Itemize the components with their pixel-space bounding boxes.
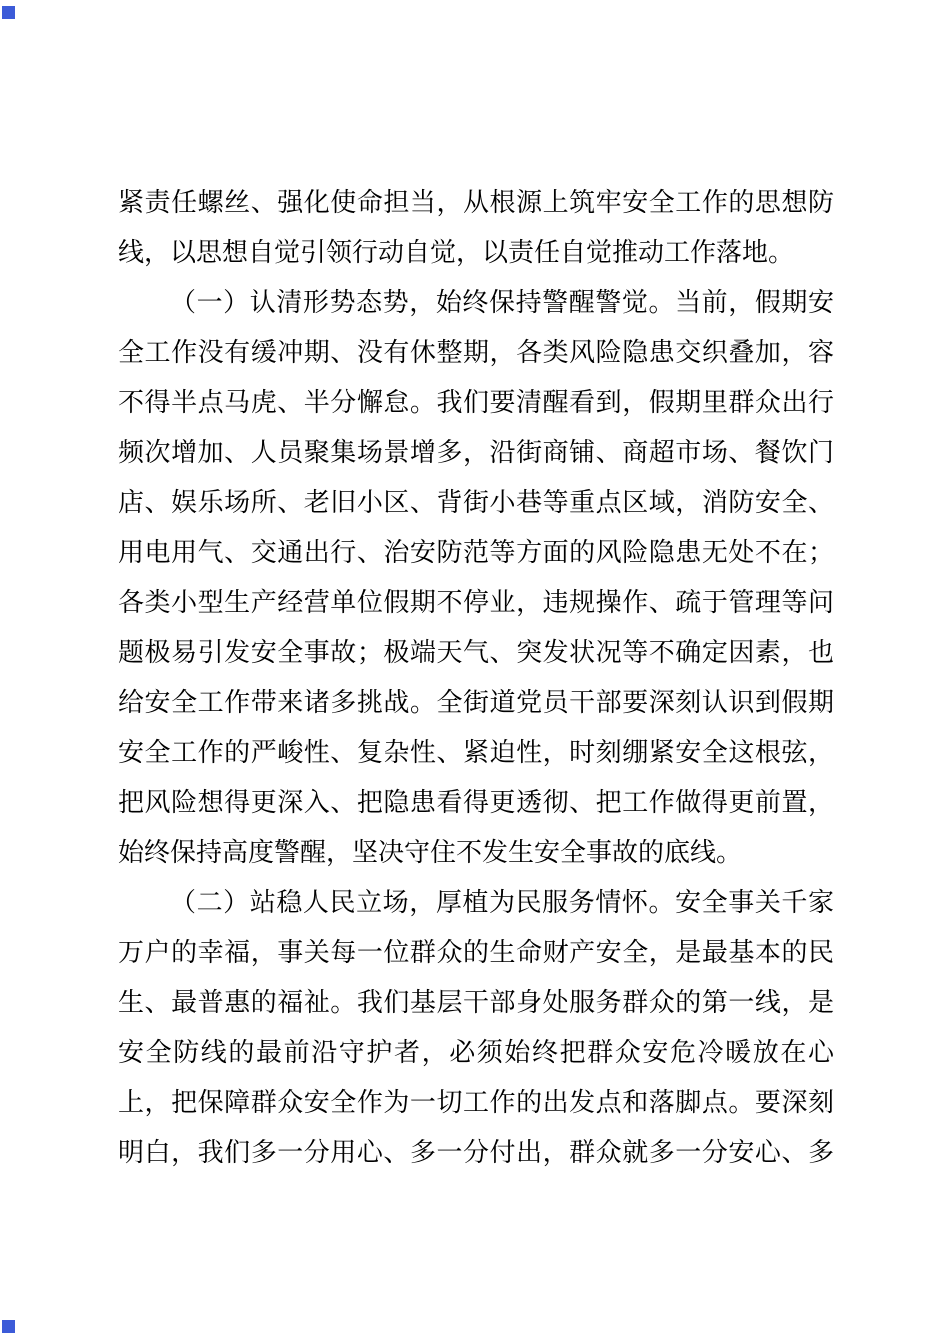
text-line: 万户的幸福，事关每一位群众的生命财产安全，是最基本的民 xyxy=(118,937,834,967)
text-line: 上，把保障群众安全作为一切工作的出发点和落脚点。要深刻 xyxy=(118,1087,834,1117)
text-line: 安全工作的严峻性、复杂性、紧迫性，时刻绷紧安全这根弦， xyxy=(118,737,834,767)
text-line: 线，以思想自觉引领行动自觉，以责任自觉推动工作落地。 xyxy=(118,237,795,267)
text-line: 安全防线的最前沿守护者，必须始终把群众安危冷暖放在心 xyxy=(118,1037,834,1067)
text-line: 始终保持高度警醒，坚决守住不发生安全事故的底线。 xyxy=(118,837,743,867)
text-line: 题极易引发安全事故；极端天气、突发状况等不确定因素，也 xyxy=(118,637,834,667)
text-line: 用电用气、交通出行、治安防范等方面的风险隐患无处不在； xyxy=(118,537,834,567)
text-line: 把风险想得更深入、把隐患看得更透彻、把工作做得更前置， xyxy=(118,787,834,817)
text-line: 明白，我们多一分用心、多一分付出，群众就多一分安心、多 xyxy=(118,1137,834,1167)
page-corner-marker-top-left xyxy=(2,6,15,19)
text-line: （二）站稳人民立场，厚植为民服务情怀。安全事关千家 xyxy=(170,887,834,917)
text-line: 频次增加、人员聚集场景增多，沿街商铺、商超市场、餐饮门 xyxy=(118,437,834,467)
text-line: 生、最普惠的福祉。我们基层干部身处服务群众的第一线，是 xyxy=(118,987,834,1017)
text-line: 各类小型生产经营单位假期不停业，违规操作、疏于管理等问 xyxy=(118,587,834,617)
text-line: （一）认清形势态势，始终保持警醒警觉。当前，假期安 xyxy=(170,287,834,317)
text-line: 给安全工作带来诸多挑战。全街道党员干部要深刻认识到假期 xyxy=(118,687,834,717)
text-line: 紧责任螺丝、强化使命担当，从根源上筑牢安全工作的思想防 xyxy=(118,187,834,217)
text-line: 店、娱乐场所、老旧小区、背街小巷等重点区域，消防安全、 xyxy=(118,487,834,517)
text-line: 全工作没有缓冲期、没有休整期，各类风险隐患交织叠加，容 xyxy=(118,337,834,367)
text-line: 不得半点马虎、半分懈怠。我们要清醒看到，假期里群众出行 xyxy=(118,387,834,417)
document-body xyxy=(118,177,834,1177)
page-corner-marker-bottom-left xyxy=(2,1320,15,1333)
